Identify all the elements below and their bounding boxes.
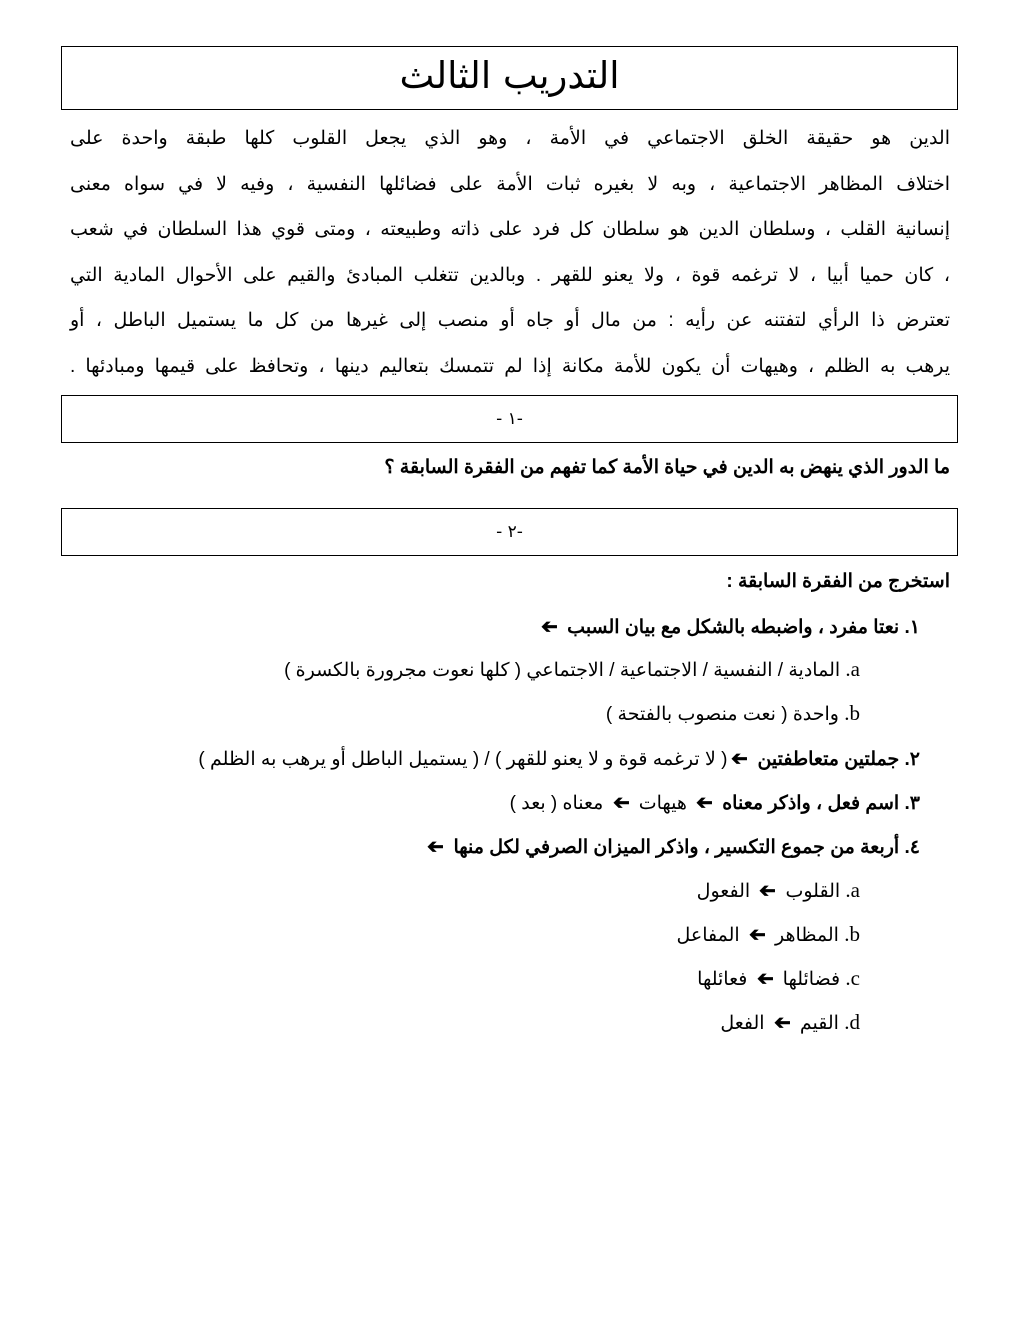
section-1-question: ما الدور الذي ينهض به الدين في حياة الأمة كما تفهم من الفقرة السابقة ؟: [384, 457, 950, 478]
subitem-letter: c.: [845, 966, 860, 990]
exercise-item-4: [423, 834, 920, 859]
subitem-letter: b.: [844, 922, 860, 946]
subitem-letter: a.: [845, 878, 860, 902]
subitem-word: المظاهر: [775, 925, 839, 946]
passage-line: اختلاف المظاهر الاجتماعية ، وبه لا بغيره ثبات الأمة على فضائلها النفسية ، وفيه لا في سواه معنى: [70, 173, 950, 195]
subitem: [720, 1010, 860, 1035]
left-arrow-icon: ➔: [612, 792, 630, 814]
title-box: [61, 46, 958, 110]
passage-line: إنسانية القلب ، وسلطان الدين هو سلطان كل فرد على ذاته وطبيعته ، ومتى قوي هذا السلطان في شعب: [70, 219, 950, 240]
subitem-pattern: الفعول: [696, 881, 751, 902]
subitem: [677, 922, 860, 947]
subitem: [284, 657, 860, 682]
passage-line: يرهب به الظلم ، وهيهات أن يكون للأمة مكانة إذا لم تتمسك بتعاليم دينها ، وتحافظ على قيمها ومبادئها .: [70, 355, 950, 377]
subitem-text: واحدة ( نعت منصوب بالفتحة ): [605, 704, 839, 725]
subitem-letter: b.: [844, 701, 860, 725]
exercise-item-3: [510, 790, 920, 815]
left-arrow-icon: ➔: [748, 924, 766, 946]
section-1-header: [61, 395, 958, 443]
item-prompt: أربعة من جموع التكسير ، واذكر الميزان الصرفي لكل منها: [453, 837, 900, 858]
section-2-intro: استخرج من الفقرة السابقة :: [726, 571, 950, 592]
item-number: ٤.: [904, 837, 920, 858]
left-arrow-icon: ➔: [427, 836, 445, 858]
subitem-letter: a.: [845, 657, 860, 681]
subitem-word: القلوب: [785, 881, 841, 902]
answer-word: هيهات: [638, 793, 687, 814]
section-1-label: -١ -: [496, 409, 523, 429]
passage: [70, 116, 950, 389]
subitem-pattern: الفعل: [720, 1013, 765, 1034]
left-arrow-icon: ➔: [541, 616, 558, 638]
passage-line: الدين هو حقيقة الخلق الاجتماعي في الأمة ، وهو الذي يجعل القلوب كلها طبقة واحدة على: [70, 128, 950, 149]
item-number: ٢.: [904, 749, 920, 770]
exercise-item-2: [198, 746, 920, 771]
subitem-text: المادية / النفسية / الاجتماعية / الاجتماعي ( كلها نعوت مجرورة بالكسرة ): [284, 660, 841, 681]
left-arrow-icon: ➔: [756, 968, 774, 990]
item-prompt: جملتين متعاطفتين: [757, 749, 900, 770]
left-arrow-icon: ➔: [696, 792, 713, 814]
subitem-word: فضائلها: [782, 969, 841, 990]
section-2-label: -٢ -: [496, 522, 523, 542]
item-number: ١.: [904, 617, 920, 638]
answer-meaning: معناه ( بعد ): [509, 793, 604, 814]
left-arrow-icon: ➔: [773, 1012, 791, 1034]
item-prompt: نعتا مفرد ، واضبطه بالشكل مع بيان السبب: [567, 617, 900, 638]
section-2-header: [61, 508, 958, 556]
passage-line: ، كان حميا أبيا ، لا ترغمه قوة ، ولا يعنو للقهر . وبالدين تتغلب المبادئ والقيم على الأحوال المادية التي: [70, 264, 950, 286]
item-prompt: اسم فعل ، واذكر معناه: [722, 793, 900, 814]
subitem-pattern: المفاعل: [676, 925, 740, 946]
subitem: [697, 966, 860, 991]
exercise-item-1: [537, 614, 920, 639]
subitem-word: القيم: [799, 1013, 839, 1034]
item-answer: ( لا ترغمه قوة و لا يعنو للقهر ) / ( يستميل الباطل أو يرهب به الظلم ): [198, 749, 728, 770]
left-arrow-icon: ➔: [731, 748, 749, 770]
subitem: [606, 701, 860, 726]
subitem-pattern: فعائلها: [697, 969, 748, 990]
subitem: [697, 878, 860, 903]
left-arrow-icon: ➔: [759, 880, 777, 902]
subitem-letter: d.: [844, 1010, 860, 1034]
page-title: التدريب الثالث: [399, 54, 620, 97]
passage-line: تعترض ذا الرأي لتفتنه عن رأيه : من مال أو جاه أو منصب إلى غيرها من كل ما يستميل الباطل ، أو: [70, 310, 950, 331]
item-number: ٣.: [904, 793, 920, 814]
